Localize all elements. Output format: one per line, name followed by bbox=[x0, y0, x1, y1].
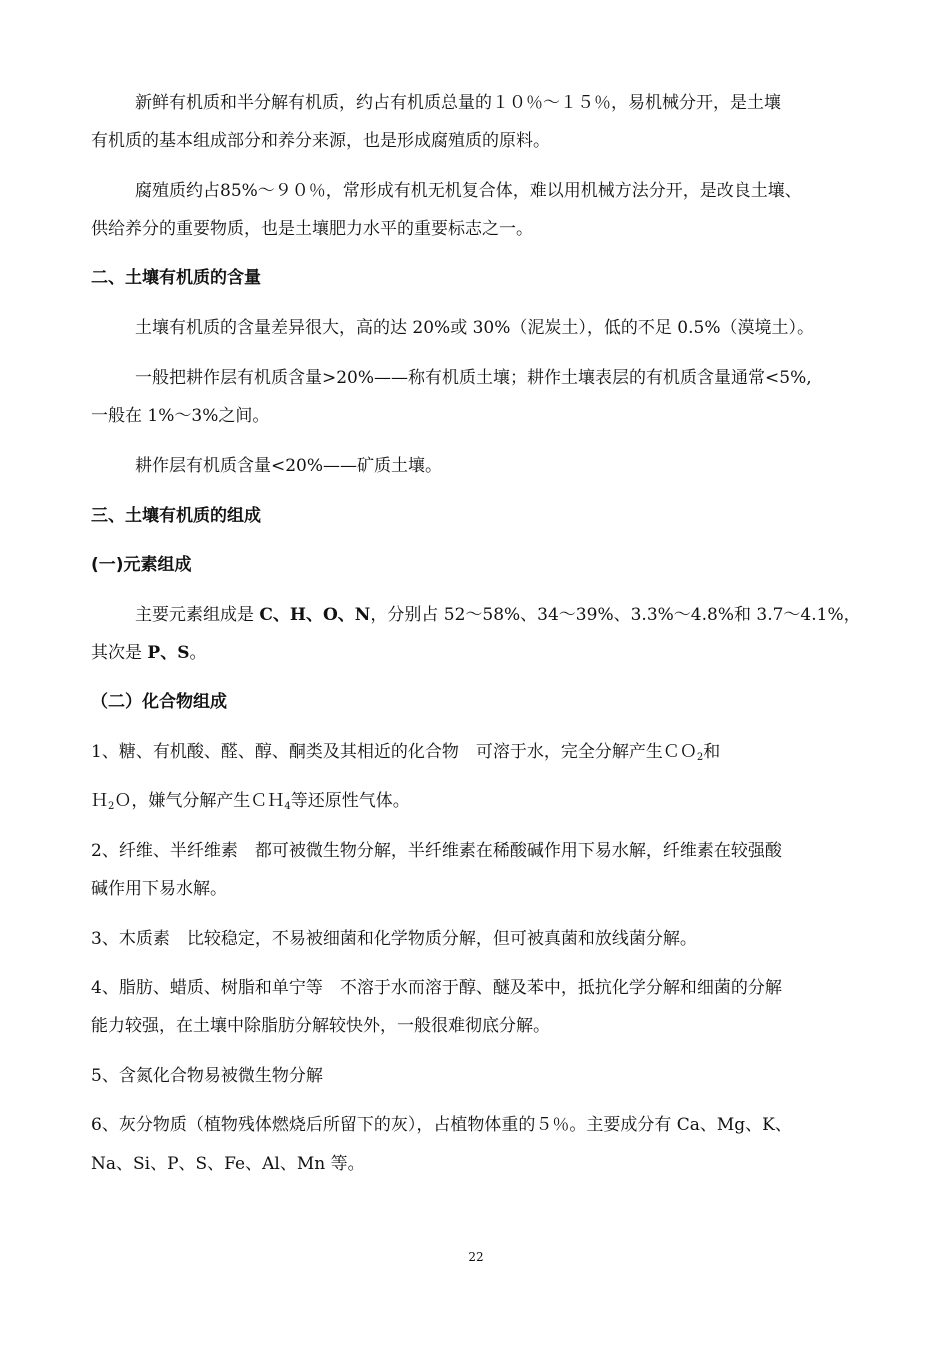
list-item-ash: 6、灰分物质（植物残体燃烧后所留下的灰），占植物体重的５％。主要成分有 Ca、Mg、K、 bbox=[91, 1115, 792, 1135]
heading-compound-composition: （二）化合物组成 bbox=[91, 692, 227, 712]
list-item-cellulose: 2、纤维、半纤维素 都可被微生物分解，半纤维素在稀酸碱作用下易水解，纤维素在较强酸 bbox=[91, 841, 782, 861]
paragraph-fresh-organic-matter: 新鲜有机质和半分解有机质，约占有机质总量的１０％～１５％，易机械分开，是土壤 bbox=[135, 93, 781, 113]
heading-organic-composition: 三、土壤有机质的组成 bbox=[91, 506, 261, 526]
list-item-sugars: 1、糖、有机酸、醛、醇、酮类及其相近的化合物 可溶于水，完全分解产生ＣＯ$_2$和 bbox=[91, 742, 721, 763]
list-item-sugars-cont: Ｈ$_2$Ｏ，嫌气分解产生ＣＨ$_4$等还原性气体。 bbox=[91, 791, 410, 812]
paragraph-fresh-organic-matter-cont: 有机质的基本组成部分和养分来源，也是形成腐殖质的原料。 bbox=[91, 131, 550, 151]
heading-element-composition: (一)元素组成 bbox=[91, 555, 192, 575]
paragraph-humus: 腐殖质约占85%～９０％，常形成有机无机复合体，难以用机械方法分开，是改良土壤、 bbox=[135, 181, 802, 201]
paragraph-elements-cont: 其次是 P、S。 bbox=[91, 643, 207, 663]
paragraph-organic-soil: 一般把耕作层有机质含量>20%——称有机质土壤；耕作土壤表层的有机质含量通常<5%, bbox=[135, 368, 812, 388]
list-item-lipids-cont: 能力较强，在土壤中除脂肪分解较快外，一般很难彻底分解。 bbox=[91, 1016, 550, 1036]
list-item-ash-cont: Na、Si、P、S、Fe、Al、Mn 等。 bbox=[91, 1154, 365, 1174]
list-item-nitrogen: 5、含氮化合物易被微生物分解 bbox=[91, 1066, 323, 1086]
list-item-lignin: 3、木质素 比较稳定，不易被细菌和化学物质分解，但可被真菌和放线菌分解。 bbox=[91, 929, 697, 949]
paragraph-humus-cont: 供给养分的重要物质，也是土壤肥力水平的重要标志之一。 bbox=[91, 219, 533, 239]
paragraph-elements: 主要元素组成是 C、H、O、N，分别占 52～58%、34～39%、3.3%～4.8%和 3.7～4.1%， bbox=[135, 605, 861, 625]
paragraph-content-range: 土壤有机质的含量差异很大，高的达 20%或 30%（泥炭土），低的不足 0.5%（漠境土）。 bbox=[135, 318, 814, 338]
page-number: 22 bbox=[468, 1250, 484, 1264]
paragraph-mineral-soil: 耕作层有机质含量<20%——矿质土壤。 bbox=[135, 456, 443, 476]
heading-organic-content: 二、土壤有机质的含量 bbox=[91, 268, 261, 288]
list-item-lipids: 4、脂肪、蜡质、树脂和单宁等 不溶于水而溶于醇、醚及苯中，抵抗化学分解和细菌的分解 bbox=[91, 978, 782, 998]
list-item-cellulose-cont: 碱作用下易水解。 bbox=[91, 879, 227, 899]
paragraph-organic-soil-cont: 一般在 1%～3%之间。 bbox=[91, 406, 270, 426]
